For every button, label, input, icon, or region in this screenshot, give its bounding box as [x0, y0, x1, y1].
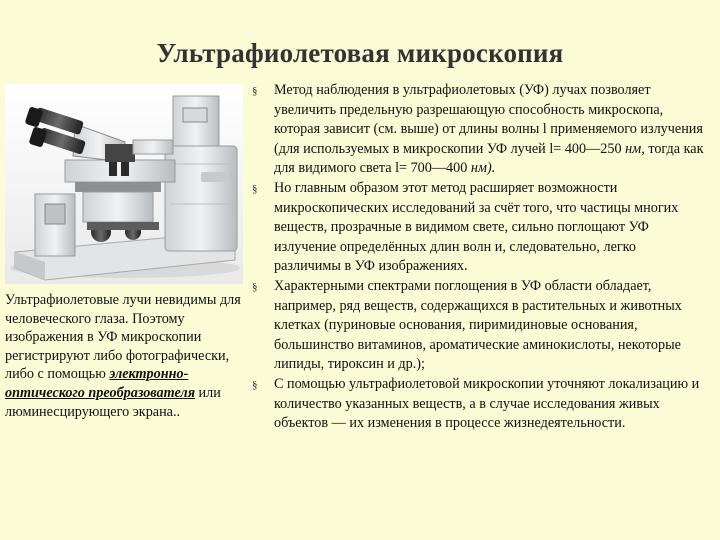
slide-title: Ультрафиолетовая микроскопия	[156, 38, 564, 68]
bullet-item	[250, 179, 705, 277]
left-caption-text-after: или люминесцирующего экрана..	[5, 384, 221, 420]
left-caption	[5, 291, 245, 421]
bullet-1-unit-a: нм,	[625, 140, 645, 157]
microscope-photo	[5, 84, 243, 284]
left-caption-text-before: Ультрафиолетовые лучи невидимы для человеческого глаза. Поэтому изображения в УФ микроскопии регистрируют либо фотографически, либо с помощью	[5, 292, 241, 383]
bullet-marker-icon: §	[252, 182, 258, 195]
bullet-2-text: Но главным образом этот метод расширяет возможности микроскопических исследований за счёт того, что частицы многих веществ, прозрачные в видимом свете, сильно поглощают УФ излучение определённых длин волн и, следовательно, легко различимы в УФ изображениях.	[274, 179, 679, 275]
bullet-4-text: С помощью ультрафиолетовой микроскопии уточняют локализацию и количество указанных веществ, а в случае исследования живых объектов — их изменения в процессе жизнедеятельности.	[274, 375, 700, 432]
bullet-marker-icon: §	[252, 280, 258, 293]
bullet-3-text: Характерными спектрами поглощения в УФ области обладает, например, ряд веществ, содержащихся в растительных и животных клетках (пуриновые основания, пиримидиновые основания, большинство витаминов, ароматические аминокислоты, некоторые липиды, тироксин и др.);	[274, 277, 682, 373]
bullet-marker-icon: §	[252, 85, 258, 97]
bullet-item	[250, 375, 705, 434]
bullet-1-text-b: тогда как для видимого света l= 700—400	[274, 140, 704, 177]
bullet-list	[250, 81, 705, 434]
electron-optical-converter-link[interactable]: электронно-оптического преобразователя	[5, 366, 195, 401]
bullet-item	[250, 81, 705, 179]
bullet-marker-icon: §	[252, 378, 258, 391]
bullet-1-text-a: Метод наблюдения в ультрафиолетовых (УФ) лучах позволяет увеличить предельную разрешающую способность микроскопа, которая зависит (см. выше) от длины волны l применяемого излучения (для используемых в микроскопии УФ лучей l= 400—250	[274, 82, 703, 157]
bullet-1-unit-b: нм).	[470, 160, 496, 177]
bullet-item	[250, 277, 705, 375]
